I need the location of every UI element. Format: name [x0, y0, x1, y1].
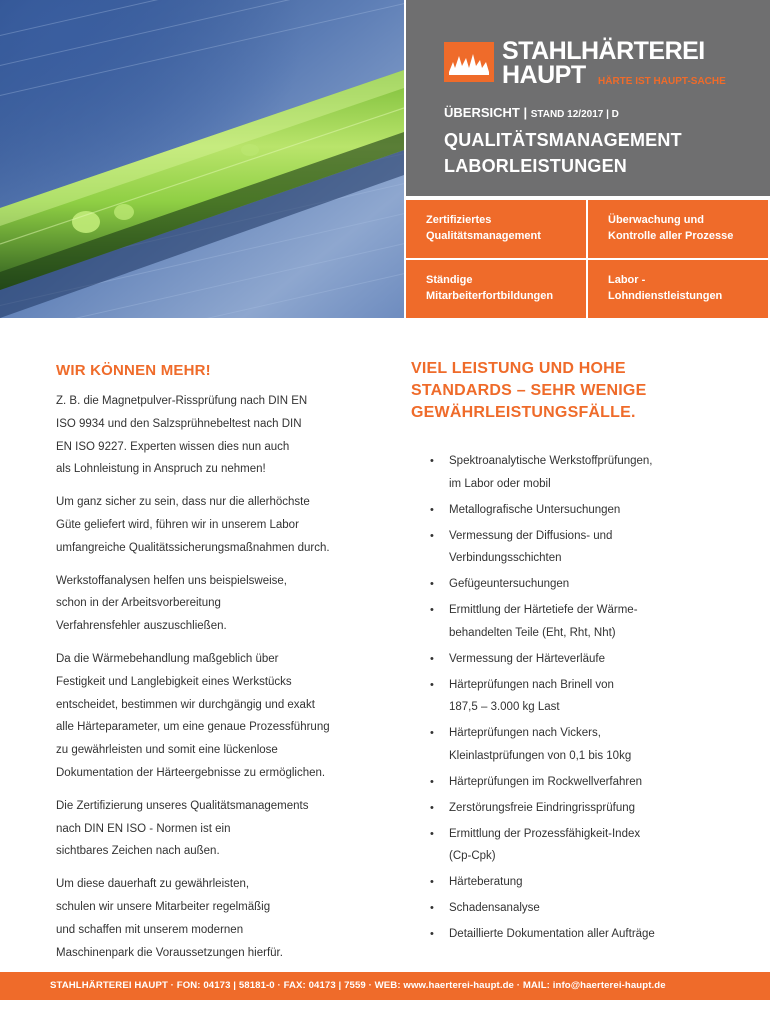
- bullet-icon: •: [430, 801, 434, 814]
- list-item-text: Zerstörungsfreie Eindringrissprüfung: [449, 801, 636, 814]
- bullet-icon: •: [430, 902, 434, 914]
- flame-logo-icon: [444, 42, 494, 82]
- list-item-text: Härteprüfungen nach Brinell von 187,5 – 3.000 kg Last: [449, 678, 614, 713]
- services-heading: VIEL LEISTUNG UND HOHE STANDARDS – SEHR WENIGE GEWÄHRLEISTUNGSFÄLLE.: [411, 360, 647, 421]
- list-item: [411, 897, 751, 920]
- bullet-icon: •: [430, 775, 434, 788]
- tile-line1: Labor -: [608, 274, 646, 286]
- tile-line1: Zertifiziertes: [426, 214, 492, 226]
- contact-footer: STAHLHÄRTEREI HAUPT · FON: 04173 | 58181-0 · FAX: 04173 | 7559 · WEB: www.haerterei-haupt.de · MAIL: info@haerterei-haupt.de: [0, 972, 770, 1000]
- list-item-text: Vermessung der Diffusions- und Verbindungsschichten: [449, 529, 613, 564]
- page-title-line2: LABORLEISTUNGEN: [444, 156, 627, 176]
- list-item: [411, 923, 751, 946]
- overview-label: ÜBERSICHT |: [444, 105, 531, 120]
- tile-lab-services: [588, 260, 768, 318]
- list-item: [411, 573, 751, 596]
- page-title: [444, 127, 682, 179]
- tile-line2: Kontrolle aller Prozesse: [608, 230, 734, 242]
- tile-staff-training: [406, 260, 586, 318]
- bullet-icon: •: [430, 652, 434, 665]
- list-item-text: Härteprüfungen nach Vickers, Kleinlastprüfungen von 0,1 bis 10kg: [449, 727, 632, 762]
- company-logo: [444, 38, 734, 92]
- list-item: [411, 823, 751, 868]
- bullet-icon: •: [430, 503, 434, 516]
- bullet-icon: •: [430, 727, 434, 739]
- header-panel: [406, 0, 770, 196]
- list-item-text: Schadensanalyse: [449, 902, 540, 914]
- list-item: [411, 499, 751, 522]
- brand-tagline: HÄRTE IST HAUPT-SACHE: [598, 76, 726, 87]
- bullet-icon: •: [430, 604, 434, 616]
- list-item-text: Gefügeuntersuchungen: [449, 578, 570, 590]
- list-item: [411, 771, 751, 794]
- list-item: [411, 797, 751, 820]
- list-item: [411, 525, 751, 570]
- body-paragraph: Die Zertifizierung unseres Qualitätsmanagements nach DIN EN ISO - Normen ist ein sichtbares Zeichen nach außen.: [56, 799, 309, 858]
- list-item-text: Härteberatung: [449, 876, 523, 888]
- bullet-icon: •: [430, 578, 434, 590]
- body-paragraph: Da die Wärmebehandlung maßgeblich über Festigkeit und Langlebigkeit eines Werkstücks entscheidet, bestimmen wir durchgängig und exakt alle Härteparameter, um eine genaue Prozessführung zu gewährleisten und somit eine lückenlose Dokumentation der Härteergebnisse zu ermöglichen.: [56, 652, 330, 779]
- magnetic-particle-test-photo: [0, 0, 404, 318]
- list-item: [411, 450, 751, 495]
- list-item-text: Metallografische Untersuchungen: [449, 503, 621, 516]
- bullet-icon: •: [430, 928, 434, 940]
- tile-line2: Mitarbeiterfortbildungen: [426, 290, 554, 302]
- page-title-line1: QUALITÄTSMANAGEMENT: [444, 130, 682, 150]
- list-item-text: Härteprüfungen im Rockwellverfahren: [449, 775, 643, 788]
- list-item-text: Ermittlung der Härtetiefe der Wärme- behandelten Teile (Eht, Rht, Nht): [449, 604, 638, 639]
- body-paragraph: Z. B. die Magnetpulver-Rissprüfung nach DIN EN ISO 9934 und den Salzsprühnebeltest nach DIN EN ISO 9227. Experten wissen dies nun auch als Lohnleistung in Anspruch zu nehmen!: [56, 395, 308, 476]
- bullet-icon: •: [430, 529, 434, 542]
- list-item-text: Ermittlung der Prozessfähigkeit-Index (Cp-Cpk): [449, 827, 641, 862]
- section-heading: WIR KÖNNEN MEHR!: [56, 362, 211, 379]
- tile-line2: Qualitätsmanagement: [426, 230, 541, 242]
- list-item: [411, 722, 751, 767]
- left-column: [56, 360, 356, 964]
- list-item: [411, 871, 751, 894]
- services-list: [411, 450, 751, 946]
- document-status: [444, 105, 619, 120]
- list-item: [411, 599, 751, 644]
- tile-line1: Überwachung und: [608, 214, 704, 226]
- tile-process-monitoring: [588, 200, 768, 258]
- bullet-icon: •: [430, 876, 434, 888]
- hero-image: [0, 0, 404, 318]
- tile-certified-quality: [406, 200, 586, 258]
- bullet-icon: •: [430, 827, 434, 840]
- list-item-text: Spektroanalytische Werkstoffprüfungen, im Labor oder mobil: [449, 455, 653, 490]
- tile-line2: Lohndienstleistungen: [608, 290, 723, 302]
- list-item: [411, 648, 751, 671]
- body-paragraph: Werkstoffanalysen helfen uns beispielsweise, schon in der Arbeitsvorbereitung Verfahrensfehler auszuschließen.: [56, 574, 287, 633]
- bullet-icon: •: [430, 455, 434, 467]
- status-label: STAND 12/2017 | D: [530, 109, 619, 120]
- body-paragraph: Um ganz sicher zu sein, dass nur die allerhöchste Güte geliefert wird, führen wir in unserem Labor umfangreiche Qualitätssicherungsmaßnahmen durch.: [56, 496, 330, 554]
- list-item-text: Detaillierte Dokumentation aller Aufträge: [449, 928, 655, 940]
- brand-name-line1: STAHLHÄRTEREI: [502, 37, 705, 65]
- body-paragraph: Um diese dauerhaft zu gewährleisten, schulen wir unsere Mitarbeiter regelmäßig und schaffen mit unserem modernen Maschinenpark die Voraussetzungen hierfür.: [56, 878, 283, 959]
- right-column: [411, 358, 751, 949]
- list-item-text: Vermessung der Härteverläufe: [449, 652, 605, 665]
- bullet-icon: •: [430, 678, 434, 691]
- tile-line1: Ständige: [426, 274, 473, 286]
- list-item: [411, 674, 751, 719]
- brand-name-line2: HAUPT: [502, 61, 586, 89]
